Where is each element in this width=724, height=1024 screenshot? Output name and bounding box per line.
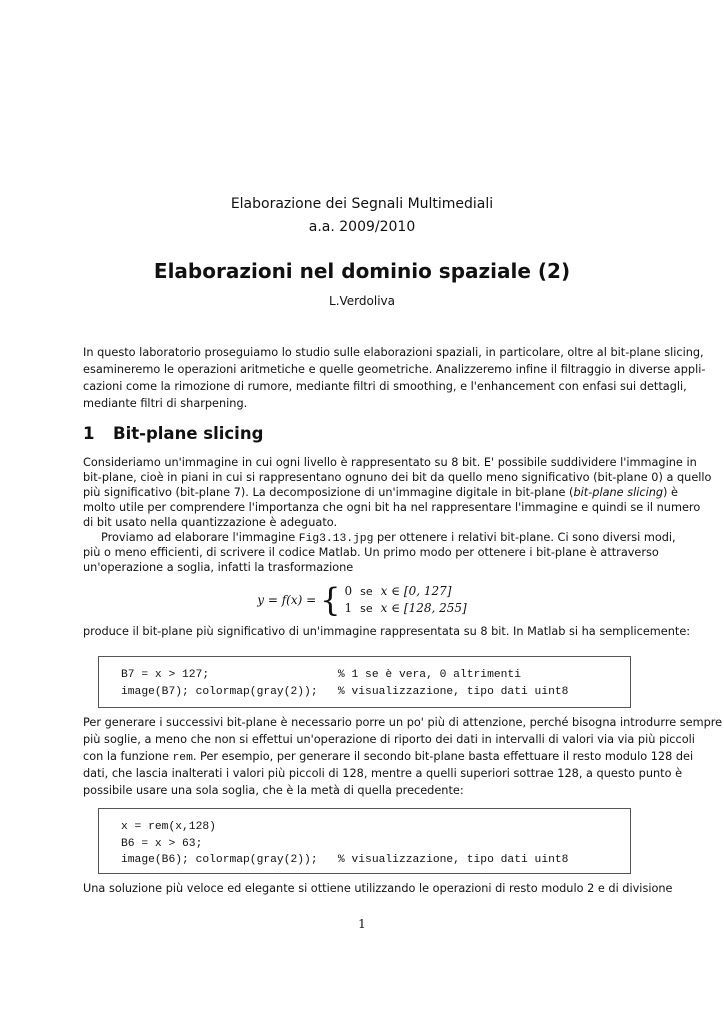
text-line: un'operazione a soglia, infatti la trasformazione	[83, 561, 354, 574]
text-line: In questo laboratorio proseguiamo lo studio sulle elaborazioni spaziali, in particolare, oltre al bit-plane slicing,	[83, 346, 704, 359]
code-block-1	[98, 656, 631, 708]
text-line: molto utile per comprendere l'importanza che ogni bit ha nel rappresentare l'immagine e quindi se il numero	[83, 501, 701, 514]
text-line: Consideriamo un'immagine in cui ogni livello è rappresentato su 8 bit. E' possibile suddividere l'immagine in	[83, 456, 697, 469]
text-line: più o meno efficienti, di scrivere il codice Matlab. Un primo modo per ottenere i bit-plane è attraverso	[83, 546, 659, 559]
text-line: più soglie, a meno che non si effettui un'operazione di riporto dei dati in intervalli di valori via via più piccoli	[83, 733, 695, 746]
case-condition: x ∈ [0, 127]	[380, 584, 452, 598]
text-span: più significativo (bit-plane 7). La decomposizione di un'immagine digitale in bit-plane (	[83, 486, 574, 499]
code-line: x = rem(x,128)	[121, 821, 216, 833]
case-value: 1	[344, 601, 353, 615]
author: L.Verdoliva	[329, 294, 395, 308]
italic-term: bit-plane slicing	[573, 486, 664, 499]
text-line: bit-plane, cioè in piani in cui si rappresentano ognuno dei bit da quello meno significativo (bit-plane 0) a quello	[83, 471, 712, 484]
code-line: B7 = x > 127; % 1 se è vera, 0 altrimenti	[121, 669, 521, 681]
equation-lhs: y = f(x) =	[257, 593, 317, 607]
text-line	[83, 530, 676, 545]
equation	[0, 583, 724, 617]
text-line: possibile usare una sola soglia, che è la metà di quella precedente:	[83, 784, 464, 797]
case-value: 0	[344, 584, 353, 598]
document-title: Elaborazioni nel dominio spaziale (2)	[153, 259, 571, 283]
text-span: ) è	[663, 486, 678, 499]
brace: {	[320, 581, 341, 619]
inline-code-filename: Fig3.13.jpg	[298, 533, 374, 545]
text-line	[83, 748, 694, 765]
paragraph-intro	[83, 455, 712, 575]
equation-cases	[345, 583, 467, 617]
case-condition: x ∈ [128, 255]	[380, 601, 467, 615]
code-line: image(B7); colormap(gray(2)); % visualizzazione, tipo dati uint8	[121, 685, 569, 698]
code-line: image(B6); colormap(gray(2)); % visualizzazione, tipo dati uint8	[121, 854, 569, 866]
page-number: 1	[358, 917, 366, 931]
text-line: mediante filtri di sharpening.	[83, 397, 248, 410]
text-line: produce il bit-plane più significativo di un'immagine rappresentata su 8 bit. In Matlab si ha semplicemente:	[83, 625, 691, 638]
case-word: se	[360, 585, 373, 598]
paragraph	[83, 714, 723, 799]
text-line: Per generare i successivi bit-plane è necessario porre un po' più di attenzione, perché bisogna introdurre sempre	[83, 716, 723, 729]
academic-year: a.a. 2009/2010	[308, 219, 416, 235]
text-line: Una soluzione più veloce ed elegante si ottiene utilizzando le operazioni di resto modulo 2 e di divisione	[83, 882, 673, 895]
paragraph	[83, 623, 691, 640]
text-line: cazioni come la rimozione di rumore, mediante filtri di smoothing, e l'enhancement con enfasi sui dettagli,	[83, 380, 687, 393]
text-span: con la funzione	[83, 750, 173, 763]
course-name: Elaborazione dei Segnali Multimediali	[230, 196, 494, 212]
text-line	[83, 485, 678, 500]
text-line: dati, che lascia inalterati i valori più piccoli di 128, mentre a quelli superiori sottrae 128, a questo punto è	[83, 767, 683, 780]
text-line: esamineremo le operazioni aritmetiche e quelle geometriche. Analizzeremo infine il filtraggio in diverse appli-	[83, 363, 706, 376]
section-title: Bit-plane slicing	[113, 424, 264, 443]
case-word: se	[360, 602, 373, 615]
text-span: per ottenere i relativi bit-plane. Ci sono diversi modi,	[373, 531, 676, 544]
text-line: di bit usato nella quantizzazione è adeguato.	[83, 516, 338, 529]
section-number: 1	[83, 424, 95, 443]
code-block-2	[98, 808, 631, 874]
section-heading	[83, 424, 263, 444]
abstract	[83, 344, 706, 412]
text-span: Proviamo ad elaborare l'immagine	[101, 531, 299, 544]
inline-code: rem	[172, 752, 193, 764]
paragraph	[83, 880, 673, 897]
code-line: B6 = x > 63;	[121, 837, 203, 850]
text-span: . Per esempio, per generare il secondo bit-plane basta effettuare il resto modulo 128 dei	[192, 750, 694, 763]
